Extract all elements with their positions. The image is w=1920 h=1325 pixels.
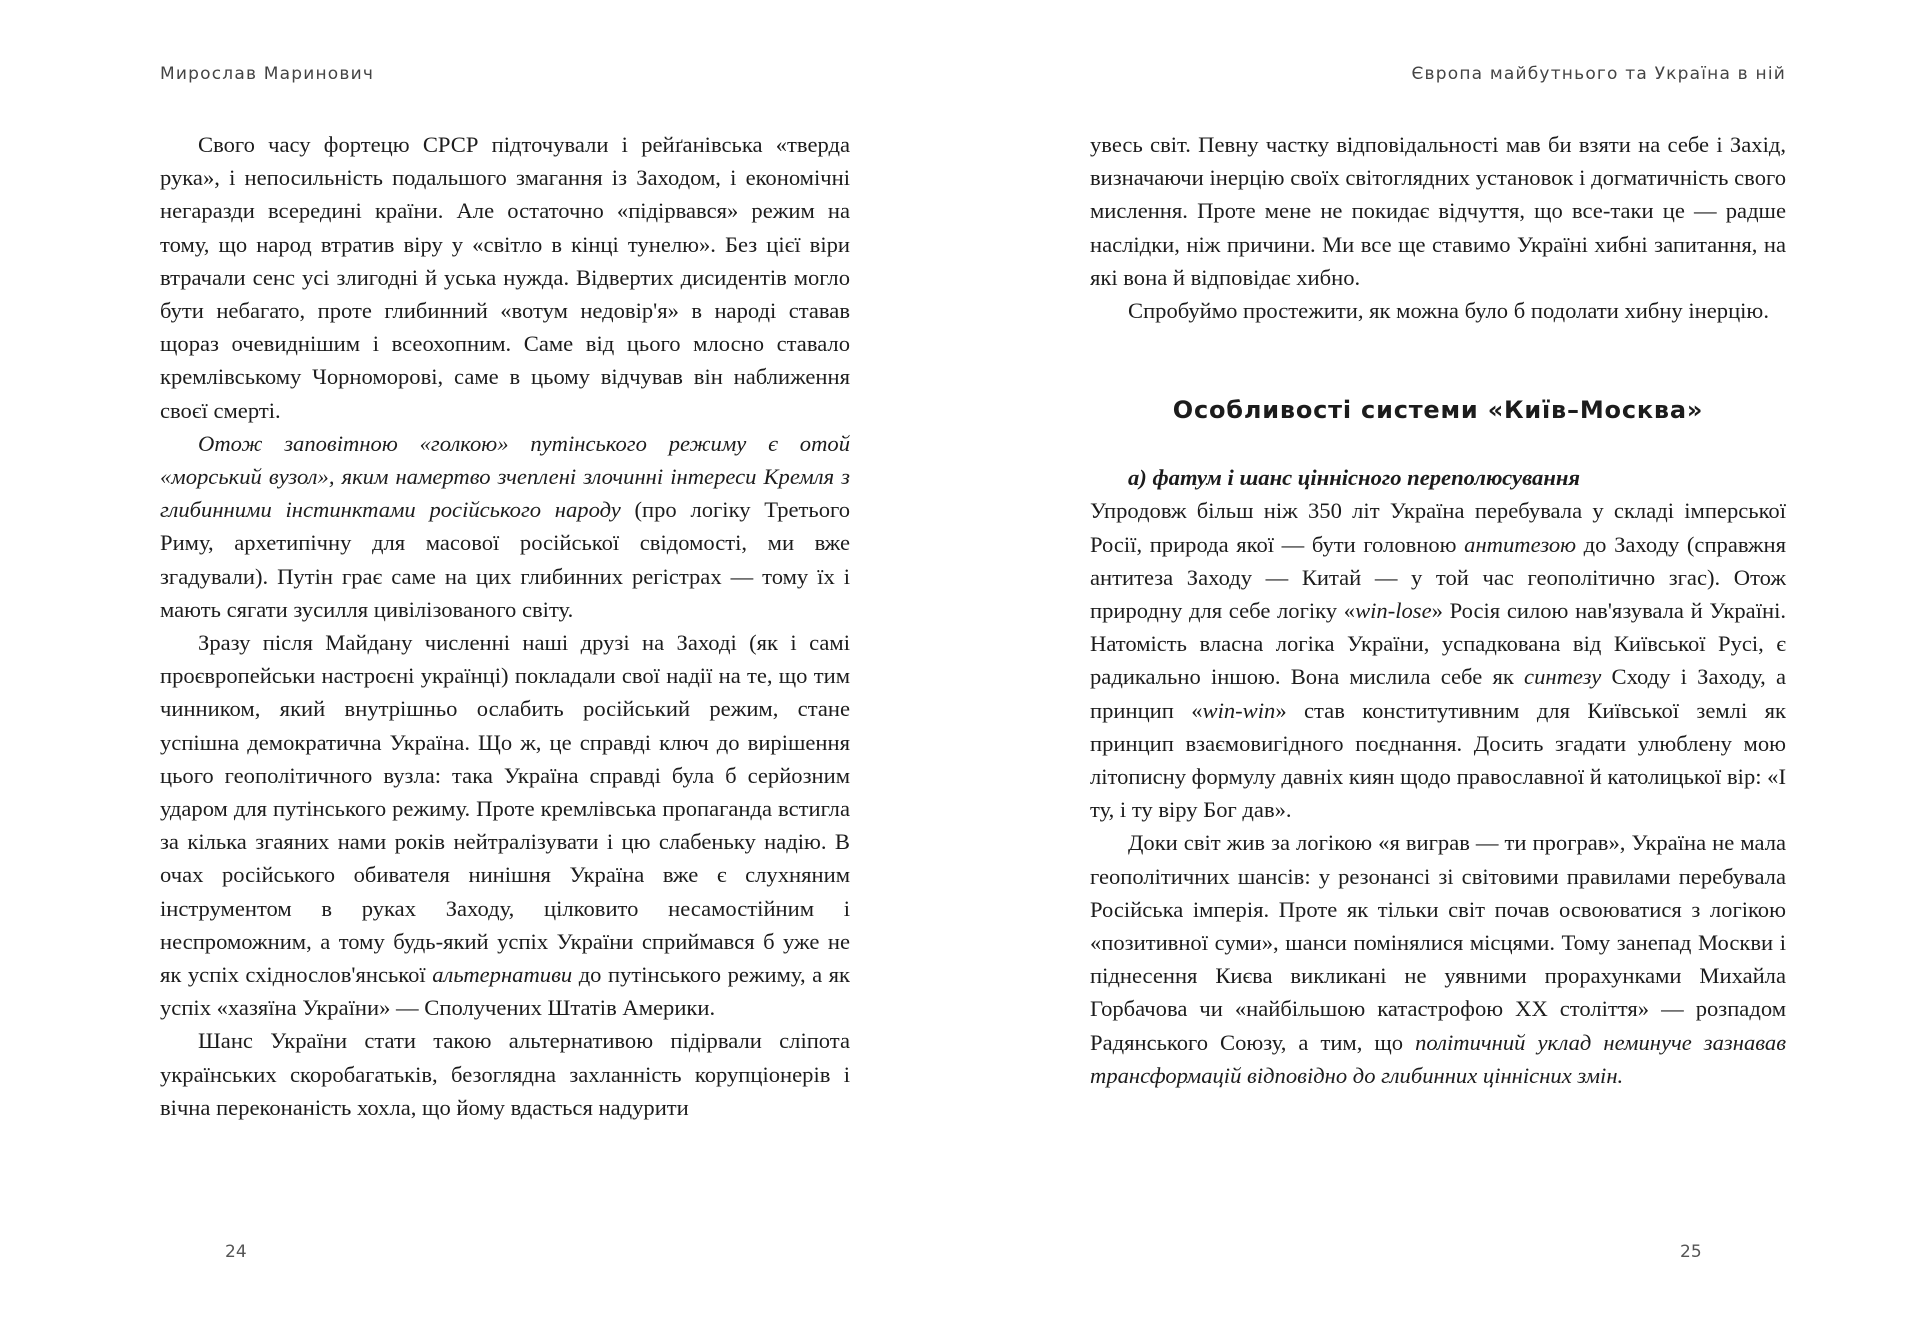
running-head-title: Європа майбутнього та Україна в ній	[1411, 64, 1786, 84]
paragraph	[1090, 826, 1786, 1092]
paragraph	[160, 427, 850, 626]
page-number: 24	[225, 1242, 247, 1262]
italic-text: антитезою	[1464, 531, 1577, 557]
paragraph	[1090, 494, 1786, 826]
text-run: » став конститутивним для Київської землі як принцип взаємовигідного поєднання. Досить згадати улюблену мою літописну формулу давніх киян щодо православної й католицької вір: «І ту, і ту віру Бог дав».	[1090, 697, 1786, 823]
italic-text: альтернативи	[432, 962, 573, 988]
subsection-heading: а) фатум і шанс ціннісного переполюсування	[1128, 465, 1581, 491]
running-head-author: Мирослав Маринович	[160, 64, 375, 84]
italic-text: win-lose	[1355, 598, 1432, 624]
paragraph	[160, 626, 850, 1024]
paragraph: Шанс України стати такою альтернативою підірвали сліпота українських скоробагатьків, безоглядна захланність корупціонерів і вічна переконаність хохла, що йому вдасться надурити	[160, 1028, 850, 1120]
page-number: 25	[1680, 1242, 1702, 1262]
text-run: » Росія силою нав'язувала й Україні. Натомість власна логіка України, успадкована від Київської Русі, є радикально іншою. Вона мислила себе як	[1090, 598, 1786, 690]
paragraph: Спробуймо простежити, як можна було б подолати хибну інерцію.	[1128, 298, 1769, 324]
section-heading: Особливості системи «Київ–Москва»	[1172, 396, 1704, 425]
right-page	[960, 0, 1920, 1325]
italic-text: win-win	[1202, 697, 1276, 723]
text-run: (про логіку Третього Риму, архетипічну для масової російської свідомості, ми вже згадували). Путін грає саме на цих глибинних регістрах — тому їх і мають сягати зусилля цивілізованого світу.	[160, 497, 850, 622]
paragraph: увесь світ. Певну частку відповідальності мав би взяти на себе і Захід, визначаючи інерцію своїх світоглядних установок і догматичність свого мислення. Проте мене не покидає відчуття, що все-таки це — радше наслідки, ніж причини. Ми все ще ставимо Україні хибні запитання, на які вона й відповідає хибно.	[1090, 132, 1786, 290]
text-run: Доки світ жив за логікою «я виграв — ти програв», Україна не мала геополітичних шансів: у резонансі зі світовими правилами перебувала Російська імперія. Проте як тільки світ почав освоюватися з логікою «позитивної суми», шанси помінялися місцями. Тому занепад Москви і піднесення Києва викликані не уявними прорахунками Михайла Горбачова чи «найбільшою катастрофою XX століття» — розпадом Радянського Союзу, а тим, що	[1090, 830, 1786, 1055]
italic-text: політичний уклад неминуче зазнавав трансформацій відповідно до глибинних ціннісних змін.	[1090, 1029, 1786, 1088]
text-run: Зразу після Майдану численні наші друзі на Заході (як і самі проєвропейськи настроєні українці) покладали свої надії на те, що тим чинником, який внутрішньо ослабить російський режим, стане успішна демократична Україна. Що ж, це справді ключ до вирішення цього геополітичного вузла: така Україна справді була б серйозним ударом для путінського режиму. Проте кремлівська пропаганда встигла за кілька згаяних нами років нейтралізувати і цю слабеньку надію. В очах російського обивателя нинішня Україна вже є слухняним інструментом в руках Заходу, цілковито несамостійним і неспроможним, а тому будь-який успіх України сприймався б уже не як успіх східнослов'янської	[160, 630, 850, 988]
text-run: Упродовж більш ніж 350 літ Україна перебувала у складі імперської Росії, природа якої — бути головною	[1090, 498, 1786, 557]
italic-text: синтезу	[1524, 664, 1602, 690]
paragraph: Свого часу фортецю СРСР підточували і рейґанівська «тверда рука», і непосильність подальшого змагання із Заходом, і економічні негаразди всередині країни. Але остаточно «підірвався» режим на тому, що народ втратив віру у «світло в кінці тунелю». Без цієї віри втрачали сенс усі злигодні й уська нужда. Відвертих дисидентів могло бути небагато, проте глибинний «вотум недовір'я» в народі ставав щораз очевиднішим і всеохопним. Саме від цього млосно ставало кремлівському Чорноморові, саме в цьому відчував він наближення своєї смерті.	[160, 132, 850, 423]
text-run: до путінського режиму, а як успіх «хазяїна України» — Сполучених Штатів Америки.	[160, 962, 850, 1021]
text-run: до Заходу (справжня антитеза Заходу — Китай — у той час геополітично згас). Отож природну для себе логіку «	[1090, 531, 1786, 624]
left-text-block	[160, 128, 850, 1124]
right-text-block	[1090, 128, 1786, 1092]
italic-text: Отож заповітною «голкою» путінського режиму є отой «морський вузол», яким намертво зчеплені злочинні інтереси Кремля з глибинними інстинктами російського народу	[160, 430, 850, 523]
text-run: Сходу і Заходу, а принцип «	[1090, 664, 1786, 723]
